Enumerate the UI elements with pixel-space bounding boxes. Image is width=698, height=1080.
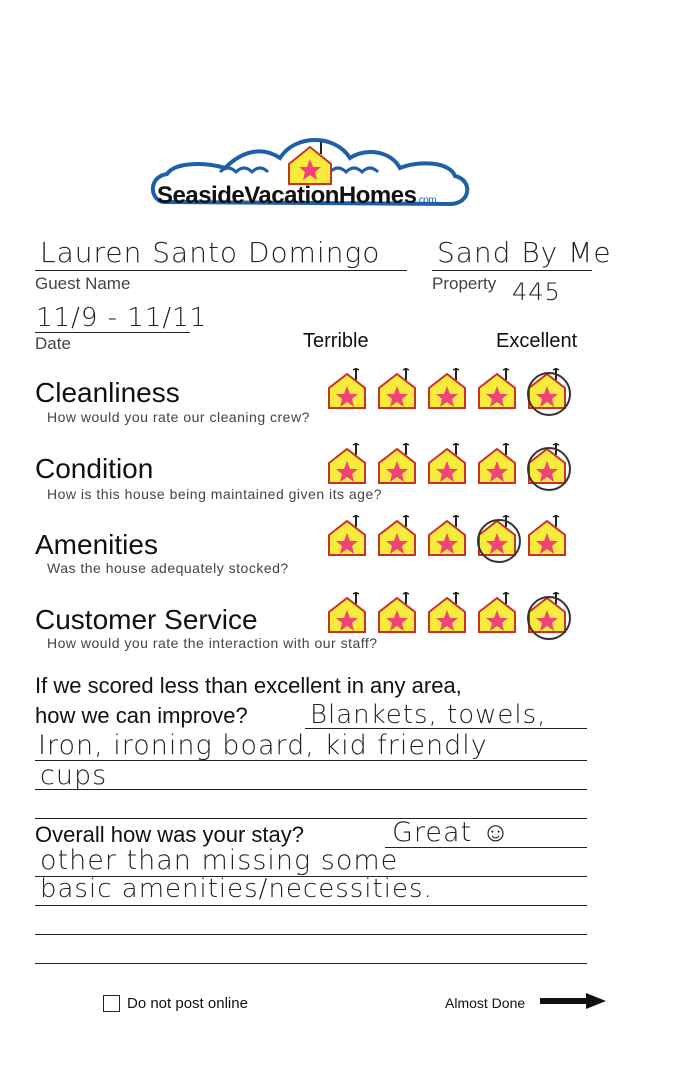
rating-title: Customer Service (35, 604, 258, 635)
logo (145, 132, 475, 230)
property-label: Property (432, 274, 497, 293)
house-star-icon[interactable] (476, 441, 518, 485)
overall-line-4 (35, 934, 587, 935)
house-star-icon[interactable] (476, 590, 518, 634)
house-star-icon[interactable] (426, 441, 468, 485)
rating-question: How is this house being maintained given its age? (47, 486, 383, 502)
overall-question: Overall how was your stay? (35, 822, 304, 847)
improve-question-line1: If we scored less than excellent in any area, (35, 673, 462, 698)
overall-answer-line3: basic amenities/necessities. (40, 874, 433, 904)
house-star-icon[interactable] (526, 441, 568, 485)
property-line (432, 270, 592, 271)
improve-line-2 (35, 760, 587, 761)
star-rating[interactable] (326, 513, 568, 557)
rating-question: How would you rate our cleaning crew? (47, 409, 310, 425)
date-value: 11/9 - 11/11 (36, 303, 208, 333)
scale-low-label: Terrible (303, 330, 369, 352)
improve-line-3 (35, 789, 587, 790)
improve-question-line2: how we can improve? (35, 703, 248, 728)
house-star-icon[interactable] (376, 441, 418, 485)
property-number: 445 (512, 278, 561, 306)
selected-circle-mark (527, 372, 571, 416)
selected-circle-mark (477, 519, 521, 563)
improve-answer-line2: Iron, ironing board, kid friendly (38, 730, 488, 761)
house-star-icon[interactable] (326, 366, 368, 410)
star-rating[interactable] (326, 441, 568, 485)
improve-answer-line1: Blankets, towels, (310, 700, 547, 730)
house-star-icon[interactable] (326, 441, 368, 485)
house-star-icon[interactable] (426, 513, 468, 557)
date-label: Date (35, 334, 71, 353)
overall-line-1 (385, 847, 587, 848)
scale-high-label: Excellent (496, 330, 578, 352)
house-star-icon[interactable] (526, 590, 568, 634)
almost-done-label: Almost Done (445, 995, 526, 1011)
guest-name-label: Guest Name (35, 274, 131, 293)
house-star-icon[interactable] (376, 590, 418, 634)
house-star-icon[interactable] (426, 590, 468, 634)
overall-line-3 (35, 905, 587, 906)
rating-question: Was the house adequately stocked? (47, 560, 289, 576)
star-rating[interactable] (326, 366, 568, 410)
house-star-icon[interactable] (426, 366, 468, 410)
rating-question: How would you rate the interaction with our staff? (47, 635, 378, 651)
house-star-icon[interactable] (326, 513, 368, 557)
do-not-post-label: Do not post online (127, 995, 248, 1012)
logo-domain: .com (416, 195, 437, 206)
overall-line-5 (35, 963, 587, 964)
selected-circle-mark (527, 447, 571, 491)
next-arrow-icon[interactable] (540, 993, 606, 1014)
guest-name-line (35, 270, 407, 271)
house-star-icon[interactable] (326, 590, 368, 634)
logo-text: SeasideVacationHomes (157, 182, 417, 209)
star-rating[interactable] (326, 590, 568, 634)
rating-title: Cleanliness (35, 377, 180, 408)
date-line (35, 332, 190, 333)
overall-answer-line2: other than missing some (40, 845, 399, 876)
property-value: Sand By Me (437, 236, 612, 269)
rating-title: Amenities (35, 529, 158, 560)
selected-circle-mark (527, 596, 571, 640)
house-star-icon[interactable] (476, 366, 518, 410)
house-star-icon[interactable] (476, 513, 518, 557)
house-star-icon[interactable] (526, 513, 568, 557)
rating-title: Condition (35, 453, 154, 484)
overall-answer-line1: Great ☺ (392, 817, 511, 848)
house-star-icon[interactable] (376, 513, 418, 557)
house-star-icon[interactable] (526, 366, 568, 410)
guest-name-value: Lauren Santo Domingo (40, 236, 381, 269)
do-not-post-checkbox[interactable] (103, 995, 120, 1012)
improve-answer-line3: cups (40, 760, 108, 791)
improve-line-1 (305, 728, 587, 729)
logo-cloud (145, 132, 475, 230)
house-star-icon[interactable] (376, 366, 418, 410)
